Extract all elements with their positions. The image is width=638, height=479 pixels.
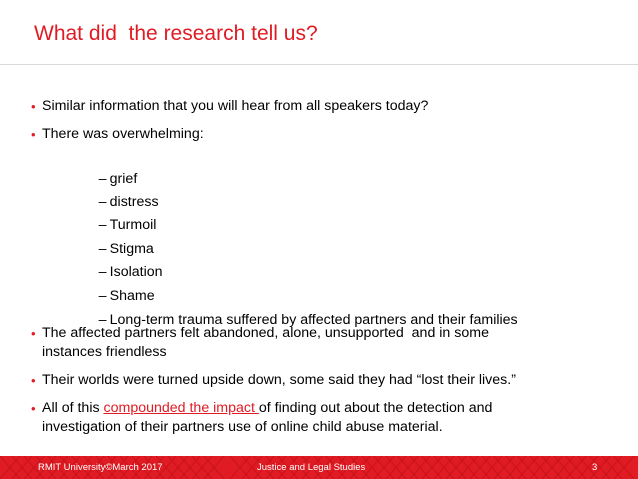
bullet-marker: • <box>31 99 36 114</box>
footer-department: Justice and Legal Studies <box>257 462 366 473</box>
bullet-text: Their worlds were turned upside down, some said they had “lost their lives.” <box>42 372 516 388</box>
bullet-item <box>31 371 616 390</box>
sub-item-text: Stigma <box>109 241 154 257</box>
footer-bar <box>0 456 638 479</box>
title-divider <box>0 64 638 65</box>
sub-item-text: Long-term trauma suffered by affected partners and their families <box>109 312 518 328</box>
bullet-marker: • <box>31 373 36 388</box>
bullet-marker: • <box>31 401 36 416</box>
dash-marker: – <box>98 194 107 210</box>
page-number: 3 <box>592 462 598 473</box>
bullet-marker: • <box>31 127 36 142</box>
sub-item-text: Shame <box>109 288 155 304</box>
bullet-text: Similar information that you will hear from all speakers today? <box>42 98 429 114</box>
dash-marker: – <box>98 288 107 304</box>
bullet-item <box>31 399 616 437</box>
bullet-text <box>42 399 616 437</box>
bullet-text: There was overwhelming: <box>42 126 204 142</box>
sub-item-text: distress <box>109 194 159 210</box>
footer-copyright: RMIT University©March 2017 <box>38 462 163 473</box>
sub-item-text: grief <box>109 171 138 187</box>
dash-marker: – <box>98 171 107 187</box>
slide-title: What did the research tell us? <box>34 22 318 45</box>
dash-marker: – <box>98 217 107 233</box>
bullet-text-before: All of this <box>42 400 104 416</box>
sub-item-text: Isolation <box>109 264 163 280</box>
bullet-text-after: of finding out about the detection and investigation of their partners use of online child abuse material. <box>42 400 493 435</box>
compounded-impact-link[interactable]: compounded the impact <box>103 400 259 416</box>
dash-marker: – <box>98 264 107 280</box>
bullet-item <box>31 324 616 362</box>
bullet-item <box>31 97 616 116</box>
bullet-item <box>31 125 616 144</box>
bullet-text: The affected partners felt abandoned, alone, unsupported and in some instances friendless <box>42 325 489 360</box>
bullet-marker: • <box>31 326 36 341</box>
dash-marker: – <box>98 312 107 328</box>
sub-item-text: Turmoil <box>109 217 157 233</box>
dash-marker: – <box>98 241 107 257</box>
